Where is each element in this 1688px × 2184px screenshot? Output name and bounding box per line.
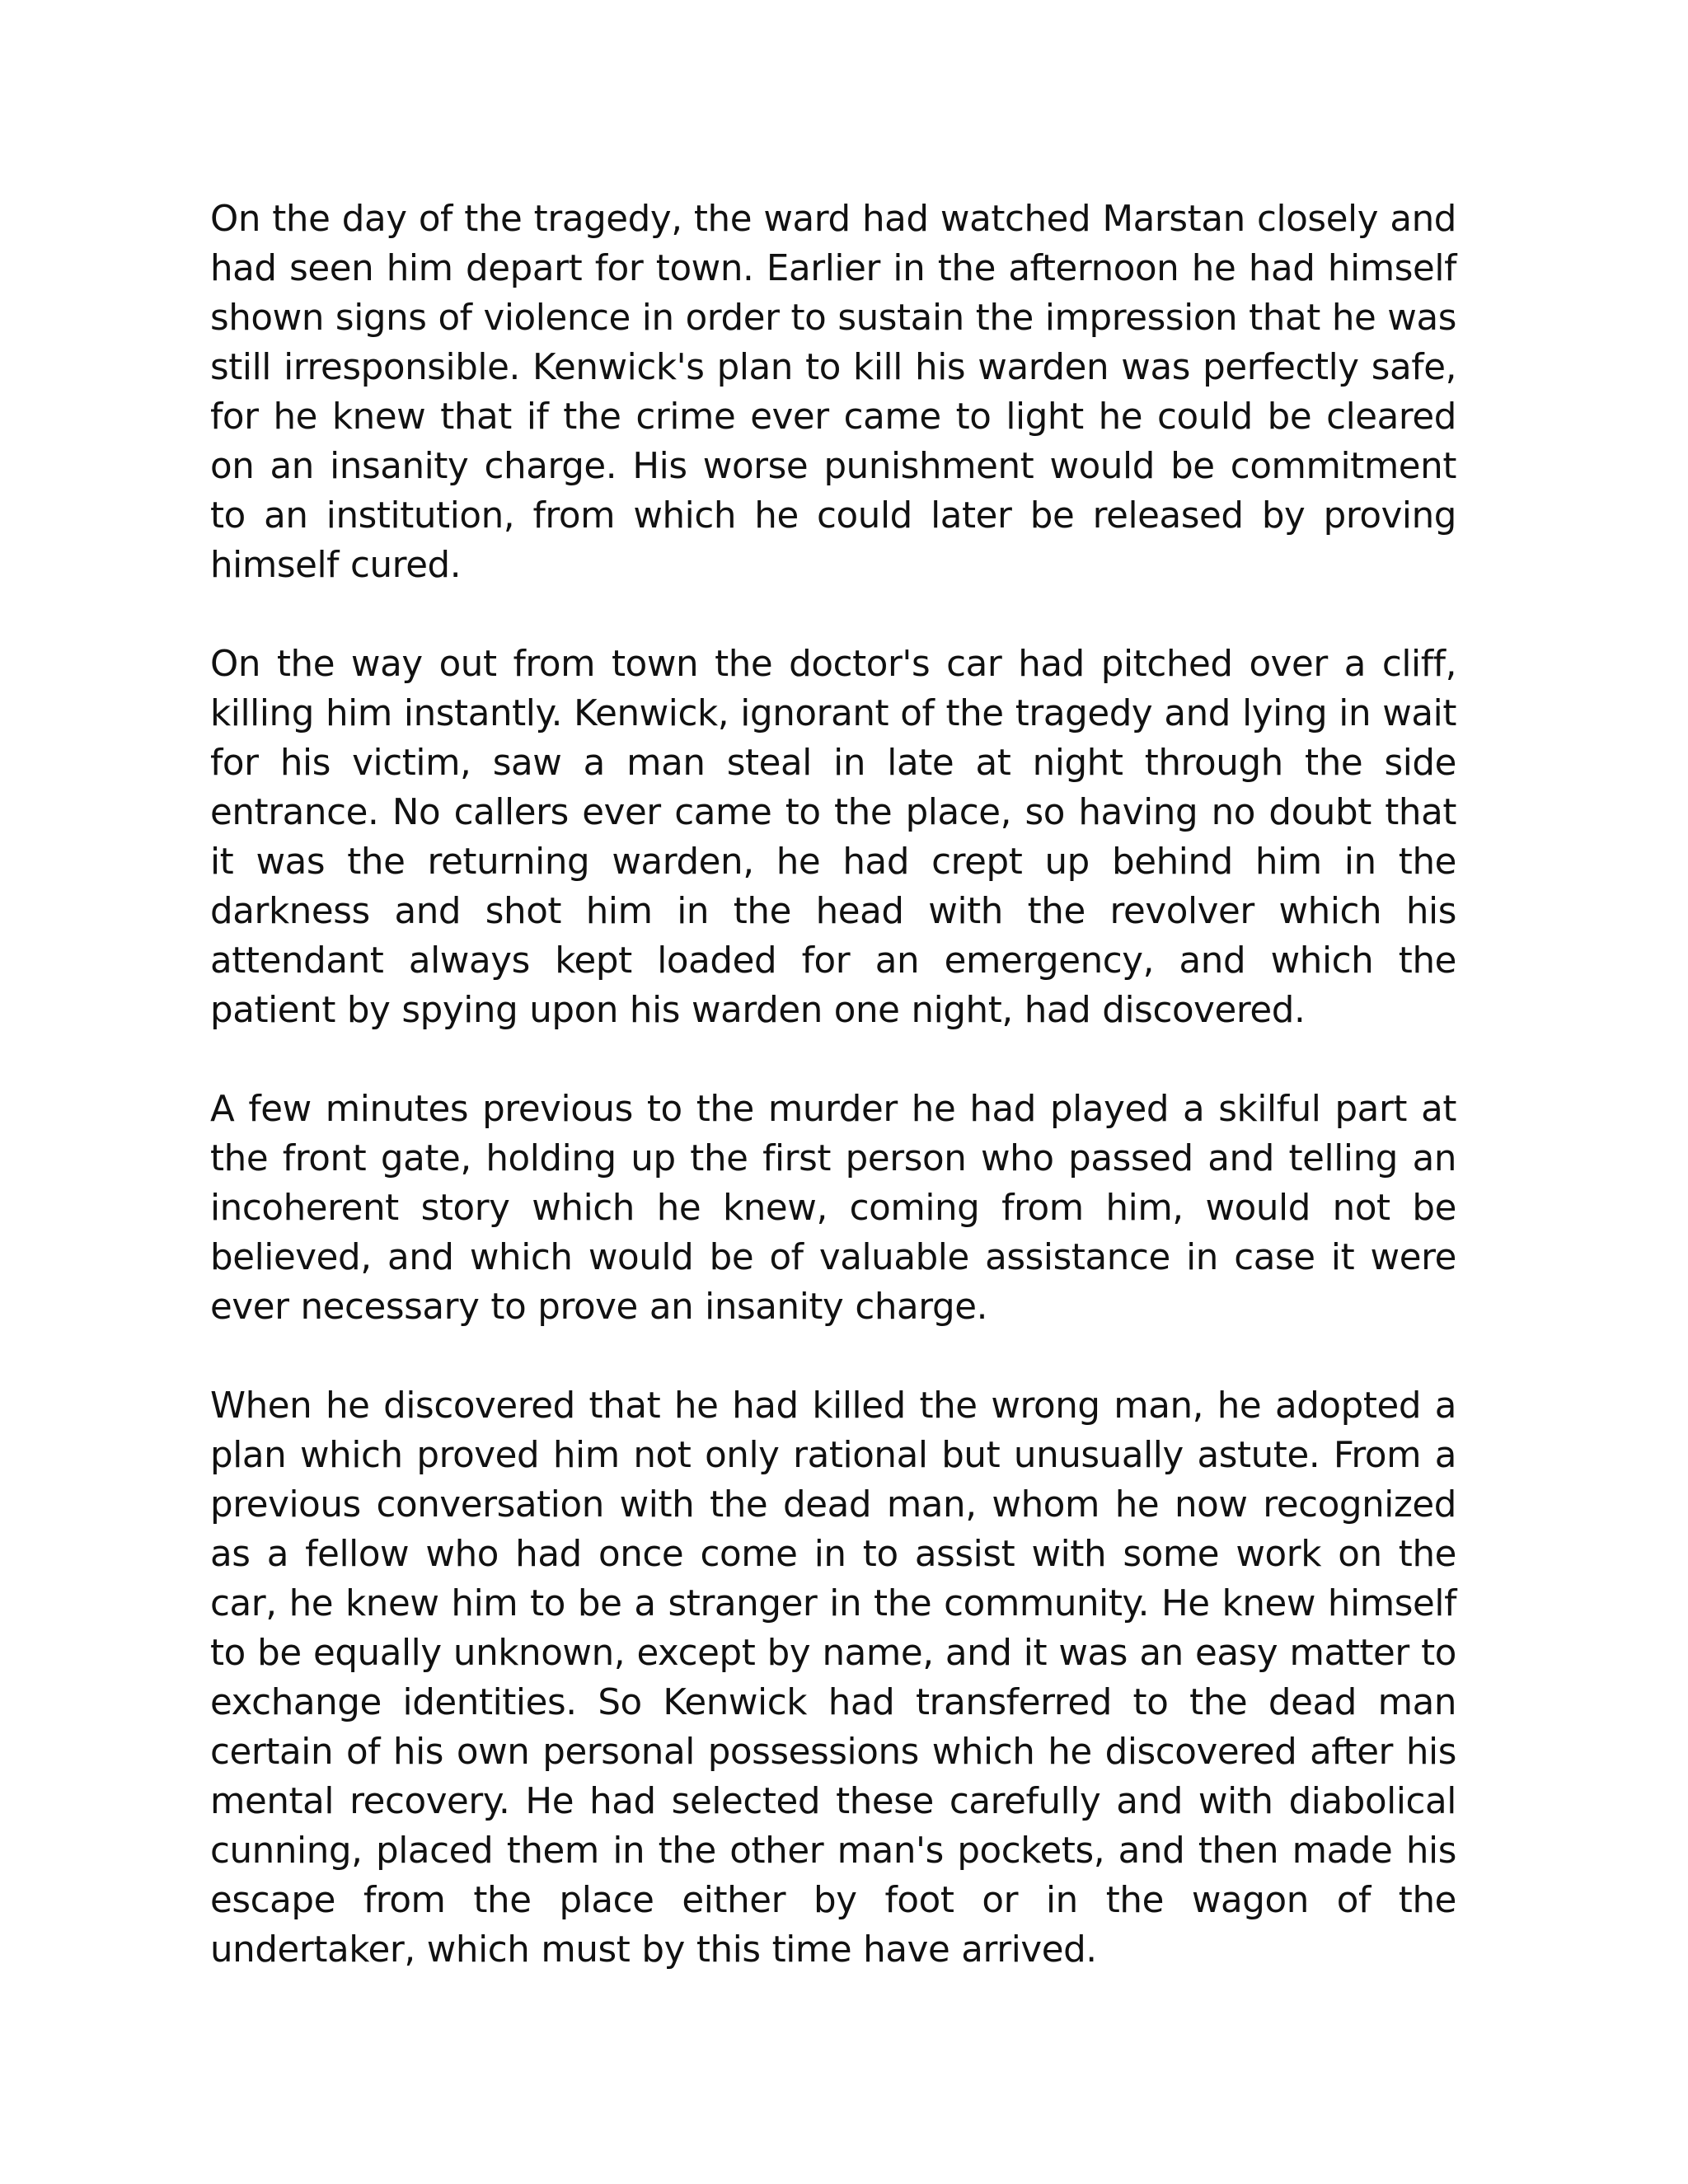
paragraph-2: On the way out from town the doctor's car had pitched over a cliff, killing him instantly. Kenwick, ignorant of the tragedy and lying in wait for his victim, saw a man steal in late at night through the side entrance. No callers ever came to the place, so having no doubt that it was the returning warden, he had crept up behind him in the darkness and shot him in the head with the revolver which his attendant always kept loaded for an emergency, and which the patient by spying upon his warden one night, had discovered. <box>210 644 1456 1031</box>
paragraph-1: On the day of the tragedy, the ward had watched Marstan closely and had seen him depart for town. Earlier in the afternoon he had himself shown signs of violence in order to sustain the impression that he was still irresponsible. Kenwick's plan to kill his warden was perfectly safe, for he knew that if the crime ever came to light he could be cleared on an insanity charge. His worse punishment would be commitment to an institution, from which he could later be released by proving himself cured. <box>210 199 1456 586</box>
paragraph-3: A few minutes previous to the murder he had played a skilful part at the front gate, holding up the first person who passed and telling an incoherent story which he knew, coming from him, would not be believed, and which would be of valuable assistance in case it were ever necessary to prove an insanity charge. <box>210 1089 1456 1328</box>
paragraph-4: When he discovered that he had killed the wrong man, he adopted a plan which proved him not only rational but unusually astute. From a previous conversation with the dead man, whom he now recognized as a fellow who had once come in to assist with some work on the car, he knew him to be a stranger in the community. He knew himself to be equally unknown, except by name, and it was an easy matter to exchange identities. So Kenwick had transferred to the dead man certain of his own personal possessions which he discovered after his mental recovery. He had selected these carefully and with diabolical cunning, placed them in the other man's pockets, and then made his escape from the place either by foot or in the wagon of the undertaker, which must by this time have arrived. <box>210 1385 1456 1971</box>
body-text <box>210 194 1456 1975</box>
